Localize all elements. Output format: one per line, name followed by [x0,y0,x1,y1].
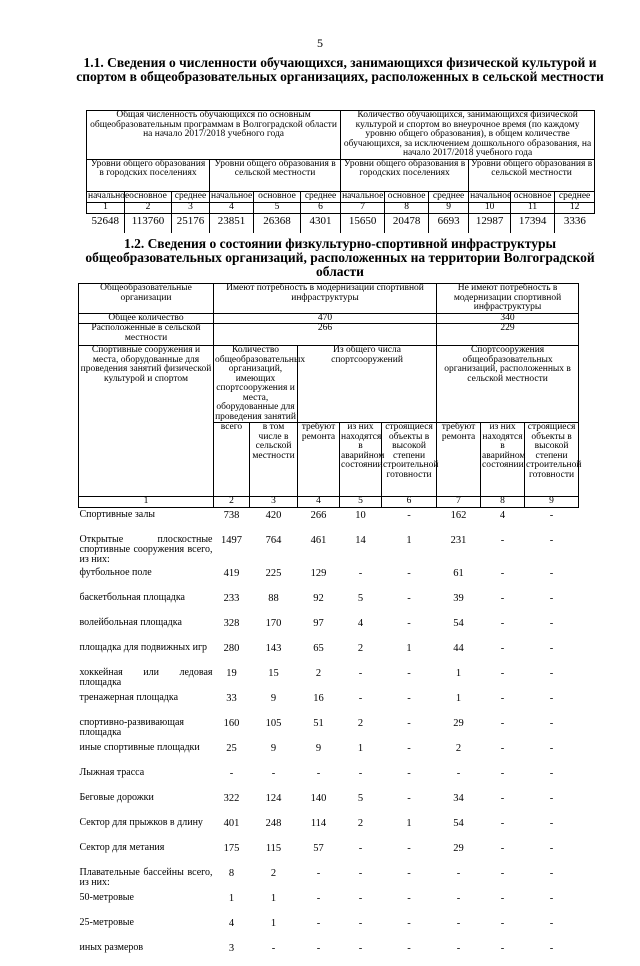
table-cell-value: 1 [406,817,412,829]
table-row [79,816,579,841]
table-cell-value: - [549,817,554,829]
table-cell-value: 33 [226,692,237,704]
column-number: 6 [301,202,341,213]
table-cell-value: 15 [268,667,279,679]
table-cell-value: - [407,892,411,904]
table-cell-value: - [549,742,554,754]
table-cell-value: 401 [223,817,240,829]
table-cell-value: 3 [228,942,235,954]
table-cell-value: 2 [357,717,364,729]
table-row [79,716,579,741]
table-cell-value: 4 [228,917,235,929]
table-cell-value: - [549,767,554,779]
header-no-need-modernization: Не имеют потребность в модернизации спортивной инфраструктуры [437,284,579,314]
table-cell-value: 15650 [341,213,385,233]
table-cell-value: - [549,892,554,904]
row-total-label: Общее количество [79,313,214,324]
table-cell-value: 115 [265,842,282,854]
column-number: 4 [298,497,340,508]
table-cell-value: - [358,842,363,854]
table-cell-value: - [407,667,411,679]
header-repair: требуют ремонта [437,423,481,497]
table-row [79,766,579,791]
table-cell-value: 4 [357,617,364,629]
table-row [79,691,579,716]
column-number: 9 [429,202,469,213]
table-cell-value: 175 [223,842,240,854]
table-cell-value: 1 [406,642,412,654]
table-cell-value: 2 [357,817,364,829]
header-count-organizations: Количество общеобразовательных организаций, имеющих спортсооружения и места, оборудованные для проведения занятий [215,345,306,422]
table-row [79,616,579,641]
table-row [79,741,579,766]
table-row [79,666,579,691]
table-cell-value: 233 [223,592,240,604]
table-cell-value: - [271,767,276,779]
column-number: 5 [254,202,301,213]
table-cell-value: 14 [355,534,366,546]
table-cell-value: - [549,942,554,954]
column-number: 1 [87,202,125,213]
table-cell-value: 2 [455,742,462,754]
level-group-header: Уровни общего образования в сельской местности [210,159,341,191]
column-number: 10 [469,202,511,213]
table-cell-value: - [549,792,554,804]
table-cell-value: 280 [223,642,240,654]
level-label: основное [254,191,301,202]
table-cell-value: - [407,592,411,604]
students-header-left: Общая численность обучающихся по основным общеобразовательным программам в Волгоградской области на начало 2017/2018 учебного года [87,111,341,160]
table-cell-value: 16 [313,692,324,704]
table-cell-value: - [500,717,505,729]
table-cell-value: 5 [357,592,364,604]
table-cell-value: - [407,717,411,729]
column-number: 4 [210,202,254,213]
table-cell-value: - [500,642,505,654]
table-cell-value: 4301 [301,213,341,233]
infrastructure-table [78,283,582,966]
table-cell-value: 2 [315,667,322,679]
level-label: начальное [88,190,130,201]
facilities-rows [79,507,579,966]
table-row [79,916,579,941]
row-label: Сектор для прыжков в длину [79,816,203,828]
row-label: иные спортивные площадки [79,741,200,753]
level-label: начальное [342,190,384,201]
table-cell-value: - [500,534,505,546]
table-cell-value: - [407,742,411,754]
table-cell-value: - [271,942,276,954]
table-cell-value: 39 [453,592,464,604]
column-number: 12 [555,202,595,213]
table-cell-value: 9 [315,742,322,754]
column-number: 5 [340,497,382,508]
table-row [79,941,579,966]
table-cell-value: - [316,942,321,954]
table-cell-value: 764 [265,534,282,546]
row-total-need: 470 [214,313,437,324]
table-cell-value: - [456,867,461,879]
students-table [86,110,595,233]
table-cell-value: - [358,892,363,904]
table-cell-value: 4 [499,509,506,521]
table-cell-value: - [549,567,554,579]
table-cell-value: - [500,592,505,604]
level-label: среднее [301,191,341,202]
row-rural-label: Расположенные в сельской местности [79,324,214,346]
table-cell-value: 143 [265,642,282,654]
row-label: спортивно-развивающая площадка [79,716,184,738]
table-cell-value: 225 [265,567,282,579]
table-cell-value: - [407,917,411,929]
table-row [79,891,579,916]
table-cell-value: - [407,767,411,779]
table-cell-value: 8 [228,867,235,879]
header-total: всего [214,423,250,497]
table-cell-value: 23851 [210,213,254,233]
table-cell-value: 1 [357,742,364,754]
table-cell-value: - [549,617,554,629]
column-number: 2 [214,497,250,508]
header-rural-facilities: Спортсооружения общеобразовательных организаций, расположенных в сельской местности [437,346,579,423]
header-facilities: Спортивные сооружения и места, оборудованные для проведения занятий физической культурой и спортом [79,346,214,497]
table-cell-value: 17394 [511,213,555,233]
table-cell-value: 25176 [172,213,210,233]
table-cell-value: - [549,642,554,654]
table-cell-value: 97 [313,617,324,629]
table-cell-value: 57 [313,842,324,854]
table-cell-value: - [358,917,363,929]
table-cell-value: 25 [226,742,237,754]
level-label: среднее [429,191,469,202]
column-number: 7 [341,202,385,213]
table-cell-value: 1 [455,667,462,679]
table-row [79,507,579,533]
row-rural-need: 266 [214,324,437,346]
table-cell-value: - [358,767,363,779]
column-number: 3 [172,202,210,213]
table-cell-value: - [456,917,461,929]
row-label: футбольное поле [79,566,152,578]
table-cell-value: - [407,867,411,879]
header-of-total: Из общего числа спортсооружений [298,346,437,423]
table-row [79,566,579,591]
header-repair: требуют ремонта [298,423,340,497]
level-group-header: Уровни общего образования в городских поселениях [87,159,210,191]
row-rural-no-need: 229 [437,324,579,346]
table-cell-value: - [456,942,461,954]
table-row [79,866,579,891]
row-label: Плавательные бассейны всего, из них: [79,866,213,888]
table-cell-value: - [407,692,411,704]
column-number: 2 [125,202,172,213]
header-construction: строящиеся объекты в высокой степени строительной готовности [382,423,437,497]
row-label: 25-метровые [79,916,134,928]
table-cell-value: 19 [226,667,237,679]
header-need-modernization: Имеют потребность в модернизации спортивной инфраструктуры [214,284,437,314]
level-label: основное [385,191,429,202]
table-cell-value: - [316,767,321,779]
level-label: основное [511,191,555,202]
table-cell-value: - [500,892,505,904]
table-cell-value: 54 [453,617,464,629]
table-row [79,591,579,616]
table-cell-value: 92 [313,592,324,604]
table-cell-value: - [500,817,505,829]
table-cell-value: - [500,567,505,579]
row-label: волейбольная площадка [79,616,182,628]
table-row [79,791,579,816]
table-cell-value: 1 [228,892,235,904]
table-cell-value: 44 [453,642,464,654]
table-cell-value: - [549,867,554,879]
table-cell-value: - [358,667,363,679]
row-label: Лыжная трасса [79,766,145,778]
table-cell-value: 9 [270,742,277,754]
table-row [79,641,579,666]
table-cell-value: 1497 [221,534,242,546]
table-cell-value: 61 [453,567,464,579]
table-cell-value: 170 [265,617,282,629]
table-cell-value: 34 [453,792,464,804]
table-cell-value: 1 [406,534,412,546]
table-cell-value: 65 [313,642,324,654]
table-cell-value: - [407,792,411,804]
table-cell-value: 9 [270,692,277,704]
table-cell-value: - [407,509,411,521]
row-label: Сектор для метания [79,841,165,853]
table-cell-value: 29 [453,717,464,729]
level-group-header: Уровни общего образования в городских поселениях [341,159,469,191]
table-cell-value: 105 [265,717,282,729]
column-number: 8 [385,202,429,213]
column-number: 11 [511,202,555,213]
level-label: начальное [211,190,253,201]
table-cell-value: 738 [223,509,240,521]
column-number: 6 [382,497,437,508]
table-cell-value: - [500,917,505,929]
table-cell-value: 140 [310,792,327,804]
level-label: среднее [172,191,210,202]
table-cell-value: 1 [270,917,277,929]
table-cell-value: - [407,842,411,854]
table-cell-value: - [316,867,321,879]
table-cell-value: - [500,692,505,704]
table-cell-value: 5 [357,792,364,804]
table-cell-value: - [358,567,363,579]
level-group-header: Уровни общего образования в сельской местности [469,159,595,191]
column-number: 8 [481,497,525,508]
table-cell-value: - [500,942,505,954]
row-label: Беговые дорожки [79,791,154,803]
header-emergency: из них находятся в аварийном состоянии [340,423,382,497]
table-cell-value: 461 [310,534,327,546]
table-cell-value: 266 [310,509,327,521]
level-label: начальное [470,190,512,201]
table-cell-value: - [407,942,411,954]
table-cell-value: 231 [450,534,467,546]
table-cell-value: 113760 [125,213,172,233]
table-cell-value: - [407,567,411,579]
table-cell-value: 1 [270,892,277,904]
table-cell-value: 26368 [254,213,301,233]
table-cell-value: - [456,892,461,904]
section-2-title: 1.2. Сведения о состоянии физкультурно-спортивной инфраструктуры общеобразовательных организаций, расположенных на территории Волгоградской области [85,236,595,279]
header-emergency: из них находятся в аварийном состоянии [481,423,525,497]
table-cell-value: 6693 [429,213,469,233]
table-cell-value: 20478 [385,213,429,233]
row-label: баскетбольная площадка [79,591,185,603]
table-cell-value: 2 [357,642,364,654]
table-cell-value: - [549,534,554,546]
table-cell-value: - [316,917,321,929]
table-cell-value: 3336 [555,213,595,233]
table-cell-value: 162 [450,509,467,521]
table-cell-value: - [549,842,554,854]
page-number: 5 [317,36,323,50]
table-cell-value: - [229,767,234,779]
table-cell-value: 124 [265,792,282,804]
column-number: 9 [525,497,579,508]
column-number: 1 [79,497,214,508]
table-cell-value: 29 [453,842,464,854]
students-header-right: Количество обучающихся, занимающихся физической культурой и спортом во внеурочное время (по каждому уровню общего образования), в общем количестве обучающихся, за исключением дошкольного образования, на начало 2017/2018 учебного года [341,111,595,160]
table-cell-value: - [549,592,554,604]
table-cell-value: - [500,617,505,629]
section-1-title: 1.1. Сведения о численности обучающихся, занимающихся физической культурой и спортом в общеобразовательных организациях, расположенных в сельской местности [76,55,604,84]
table-cell-value: 160 [223,717,240,729]
table-cell-value: - [316,892,321,904]
row-label: хоккейная или ледовая площадка [79,666,213,688]
table-cell-value: - [500,667,505,679]
table-cell-value: - [500,842,505,854]
row-label: Открытые плоскостные спортивные сооружения всего, из них: [79,533,213,565]
table-cell-value: 419 [223,567,240,579]
table-row [79,533,579,566]
table-cell-value: 52648 [87,213,125,233]
level-label: среднее [555,191,595,202]
table-cell-value: 248 [265,817,282,829]
table-cell-value: 88 [268,592,279,604]
table-cell-value: - [456,767,461,779]
table-cell-value: - [549,717,554,729]
level-label: основное [125,191,172,202]
row-label: 50-метровые [79,891,134,903]
row-total-no-need: 340 [437,313,579,324]
table-cell-value: 129 [310,567,327,579]
table-cell-value: - [500,742,505,754]
table-cell-value: 420 [265,509,282,521]
table-cell-value: - [549,692,554,704]
table-cell-value: 51 [313,717,324,729]
table-row [79,841,579,866]
table-cell-value: 322 [223,792,240,804]
table-cell-value: - [358,692,363,704]
column-number: 7 [437,497,481,508]
table-cell-value: 54 [453,817,464,829]
header-construction: строящиеся объекты в высокой степени строительной готовности [525,423,579,497]
header-organizations: Общеобразовательные организации [79,284,214,314]
table-cell-value: - [500,767,505,779]
table-cell-value: 10 [355,509,366,521]
header-incl-rural: в том числе в сельской местности [250,423,298,497]
table-cell-value: - [500,792,505,804]
table-cell-value: - [407,617,411,629]
row-label: Спортивные залы [79,508,156,520]
table-cell-value: - [358,867,363,879]
row-label: тренажерная площадка [79,691,179,703]
table-cell-value: 1 [455,692,462,704]
table-cell-value: 328 [223,617,240,629]
table-cell-value: 12987 [469,213,511,233]
table-cell-value: 114 [310,817,327,829]
table-cell-value: - [500,867,505,879]
row-label: площадка для подвижных игр [79,641,208,653]
column-number: 3 [250,497,298,508]
table-cell-value: - [358,942,363,954]
table-cell-value: - [549,917,554,929]
table-cell-value: - [549,509,554,521]
table-cell-value: - [549,667,554,679]
row-label: иных размеров [79,941,144,953]
table-cell-value: 2 [270,867,277,879]
